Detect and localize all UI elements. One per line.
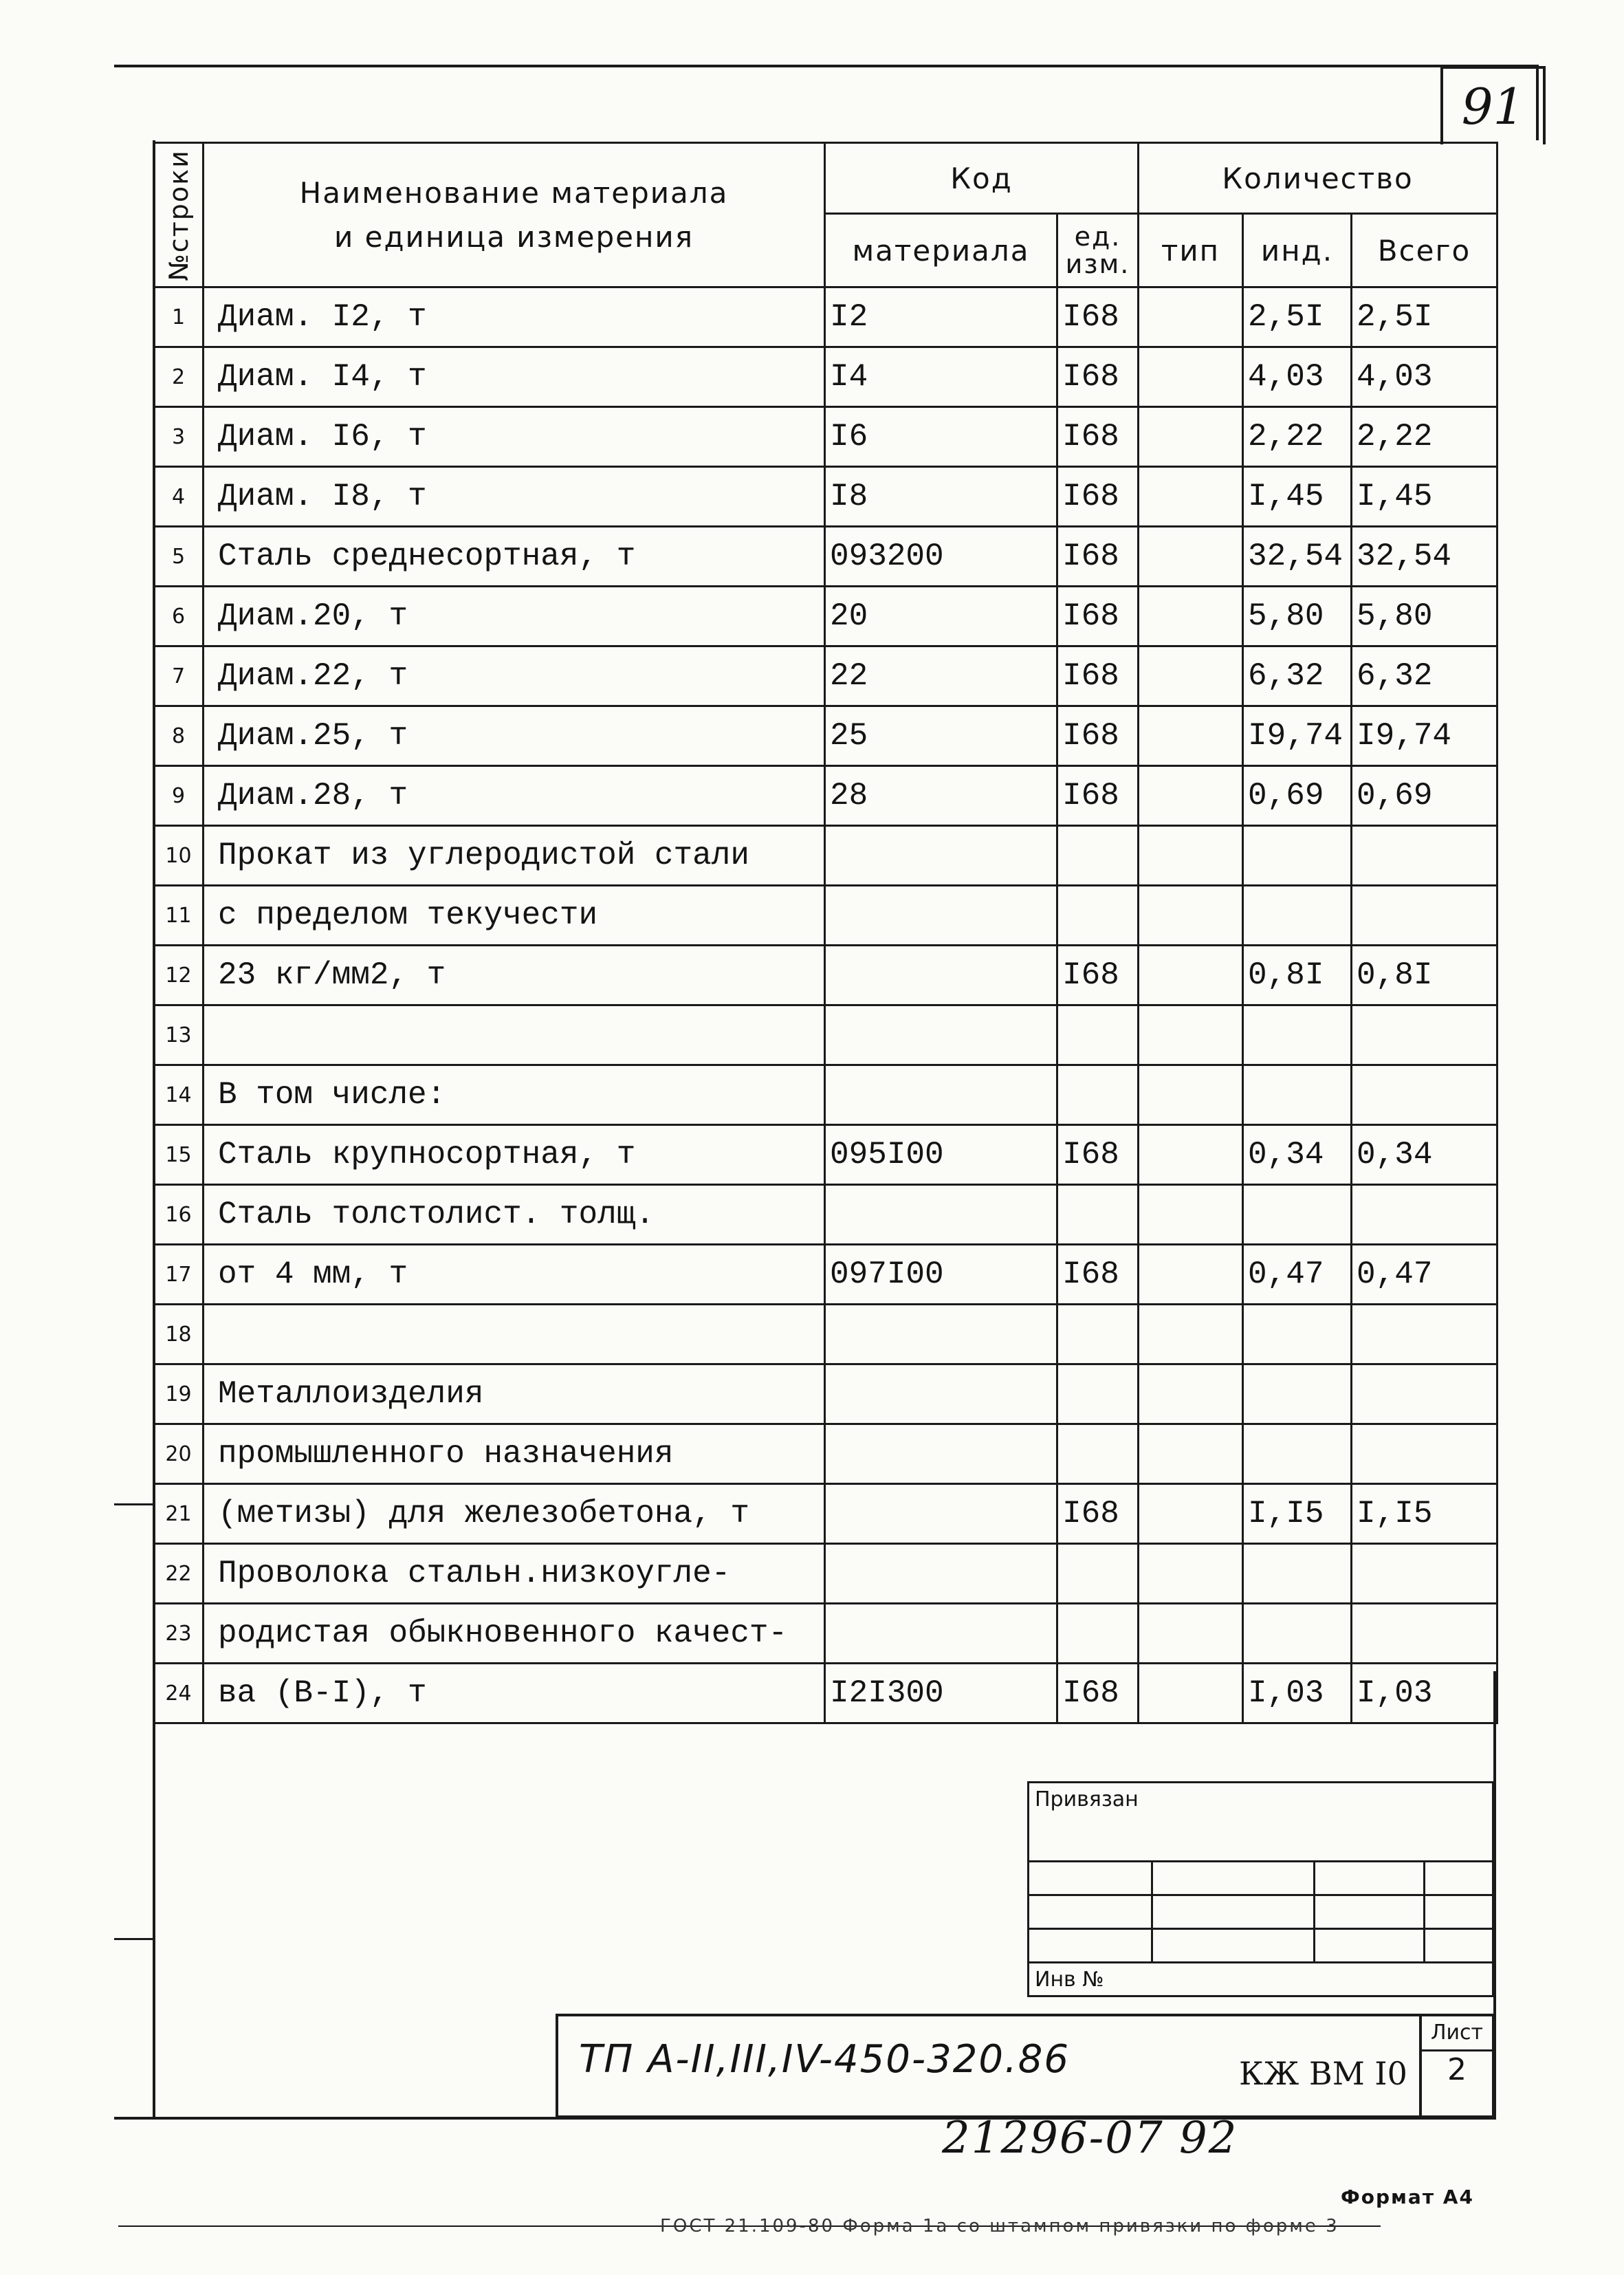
top-rule bbox=[114, 65, 1539, 67]
material-code: I4 bbox=[825, 347, 1057, 407]
table-row bbox=[154, 1424, 1497, 1484]
material-code bbox=[825, 1544, 1057, 1604]
qty-total bbox=[1352, 826, 1497, 886]
table-row bbox=[154, 1245, 1497, 1305]
stamp-cell bbox=[1152, 1862, 1315, 1895]
qty-total bbox=[1352, 1364, 1497, 1424]
material-name: Диам.28, т bbox=[204, 766, 825, 826]
material-name: Проволока стальн.низкоугле- bbox=[204, 1544, 825, 1604]
qty-ind bbox=[1243, 886, 1352, 946]
stamp-cell bbox=[1152, 1895, 1315, 1929]
material-name: В том числе: bbox=[204, 1065, 825, 1125]
stamp-cell bbox=[1029, 1895, 1152, 1929]
stamp-cell bbox=[1315, 1929, 1425, 1963]
header-quantity: Количество bbox=[1139, 143, 1497, 214]
table-row bbox=[154, 1364, 1497, 1424]
unit-code: I68 bbox=[1057, 527, 1139, 587]
unit-code: I68 bbox=[1057, 1664, 1139, 1723]
header-name bbox=[204, 143, 825, 287]
stamp-cell bbox=[1425, 1929, 1493, 1963]
row-number: 1 bbox=[154, 287, 204, 347]
unit-code: I68 bbox=[1057, 1125, 1139, 1185]
row-number: 21 bbox=[154, 1484, 204, 1544]
row-number: 20 bbox=[154, 1424, 204, 1484]
row-number: 5 bbox=[154, 527, 204, 587]
qty-ind bbox=[1243, 826, 1352, 886]
row-number: 17 bbox=[154, 1245, 204, 1305]
format-label: Формат А4 bbox=[1341, 2186, 1474, 2208]
qty-ind: I9,74 bbox=[1243, 706, 1352, 766]
margin-tick-1 bbox=[114, 1503, 154, 1505]
material-code: 25 bbox=[825, 706, 1057, 766]
table-row bbox=[154, 287, 1497, 347]
sheet-box bbox=[1419, 2016, 1492, 2115]
header-name-line1: Наименование материала bbox=[299, 175, 729, 210]
qty-type bbox=[1139, 706, 1243, 766]
material-code bbox=[825, 826, 1057, 886]
unit-code: I68 bbox=[1057, 706, 1139, 766]
row-number: 23 bbox=[154, 1604, 204, 1664]
qty-ind: 5,80 bbox=[1243, 587, 1352, 646]
qty-ind: I,45 bbox=[1243, 467, 1352, 527]
table-row bbox=[154, 946, 1497, 1005]
qty-type bbox=[1139, 1185, 1243, 1245]
qty-type bbox=[1139, 766, 1243, 826]
qty-type bbox=[1139, 1484, 1243, 1544]
qty-type bbox=[1139, 407, 1243, 467]
qty-total bbox=[1352, 1005, 1497, 1065]
qty-ind bbox=[1243, 1185, 1352, 1245]
row-number: 10 bbox=[154, 826, 204, 886]
unit-code bbox=[1057, 886, 1139, 946]
row-number: 16 bbox=[154, 1185, 204, 1245]
material-name bbox=[204, 1305, 825, 1364]
material-name: Диам.22, т bbox=[204, 646, 825, 706]
qty-total bbox=[1352, 1424, 1497, 1484]
row-number: 9 bbox=[154, 766, 204, 826]
table-row bbox=[154, 826, 1497, 886]
row-number: 2 bbox=[154, 347, 204, 407]
footer-note: ГОСТ 21.109-80 Форма 1а со штампом привязки по форме 3 bbox=[660, 2216, 1339, 2236]
unit-code: I68 bbox=[1057, 467, 1139, 527]
table-row bbox=[154, 646, 1497, 706]
qty-type bbox=[1139, 287, 1243, 347]
document-mark: КЖ ВМ I0 bbox=[1239, 2055, 1407, 2092]
unit-code bbox=[1057, 1065, 1139, 1125]
table-row bbox=[154, 1604, 1497, 1664]
material-code: 093200 bbox=[825, 527, 1057, 587]
material-name: Диам. I6, т bbox=[204, 407, 825, 467]
qty-ind: 2,22 bbox=[1243, 407, 1352, 467]
stamp-cell bbox=[1315, 1895, 1425, 1929]
unit-code bbox=[1057, 1005, 1139, 1065]
qty-type bbox=[1139, 1664, 1243, 1723]
qty-type bbox=[1139, 1305, 1243, 1364]
material-name: Сталь толстолист. толщ. bbox=[204, 1185, 825, 1245]
inventory-number: 21296-07 92 bbox=[942, 2113, 1238, 2164]
material-code: I6 bbox=[825, 407, 1057, 467]
unit-code: I68 bbox=[1057, 646, 1139, 706]
unit-code: I68 bbox=[1057, 766, 1139, 826]
material-name: Сталь крупносортная, т bbox=[204, 1125, 825, 1185]
table-row bbox=[154, 1484, 1497, 1544]
material-code: 20 bbox=[825, 587, 1057, 646]
material-code bbox=[825, 1604, 1057, 1664]
qty-type bbox=[1139, 1005, 1243, 1065]
qty-type bbox=[1139, 467, 1243, 527]
qty-total: 2,5I bbox=[1352, 287, 1497, 347]
unit-code: I68 bbox=[1057, 1484, 1139, 1544]
table-row bbox=[154, 587, 1497, 646]
material-name: Диам. I4, т bbox=[204, 347, 825, 407]
qty-ind bbox=[1243, 1005, 1352, 1065]
unit-code: I68 bbox=[1057, 587, 1139, 646]
stamp-cell bbox=[1029, 1862, 1152, 1895]
qty-type bbox=[1139, 1424, 1243, 1484]
document-code: ТП А-II,III,IV-450-320.86 bbox=[579, 2037, 1071, 2082]
material-code bbox=[825, 1185, 1057, 1245]
stamp-cell bbox=[1029, 1929, 1152, 1963]
qty-ind bbox=[1243, 1065, 1352, 1125]
qty-total: I9,74 bbox=[1352, 706, 1497, 766]
header-code: Код bbox=[825, 143, 1139, 214]
row-number: 12 bbox=[154, 946, 204, 1005]
qty-type bbox=[1139, 646, 1243, 706]
header-code-unit: ед. изм. bbox=[1057, 214, 1139, 287]
header-qty-type: тип bbox=[1139, 214, 1243, 287]
material-code bbox=[825, 1005, 1057, 1065]
table-row bbox=[154, 1125, 1497, 1185]
material-name: Прокат из углеродистой стали bbox=[204, 826, 825, 886]
qty-ind: 32,54 bbox=[1243, 527, 1352, 587]
qty-ind bbox=[1243, 1604, 1352, 1664]
page-number: 91 bbox=[1440, 66, 1546, 144]
qty-total: 0,34 bbox=[1352, 1125, 1497, 1185]
table-row bbox=[154, 407, 1497, 467]
material-code bbox=[825, 1424, 1057, 1484]
qty-total: 32,54 bbox=[1352, 527, 1497, 587]
qty-ind: 0,8I bbox=[1243, 946, 1352, 1005]
table-row bbox=[154, 1664, 1497, 1723]
qty-type bbox=[1139, 1604, 1243, 1664]
header-row-number: №строки bbox=[154, 143, 204, 287]
qty-total bbox=[1352, 886, 1497, 946]
stamp-cell bbox=[1152, 1929, 1315, 1963]
material-code: 28 bbox=[825, 766, 1057, 826]
qty-ind bbox=[1243, 1364, 1352, 1424]
material-name bbox=[204, 1005, 825, 1065]
qty-total: 5,80 bbox=[1352, 587, 1497, 646]
qty-total bbox=[1352, 1305, 1497, 1364]
material-name: Диам. I2, т bbox=[204, 287, 825, 347]
qty-type bbox=[1139, 527, 1243, 587]
qty-total: 6,32 bbox=[1352, 646, 1497, 706]
qty-total: I,I5 bbox=[1352, 1484, 1497, 1544]
qty-ind bbox=[1243, 1424, 1352, 1484]
material-code: 097I00 bbox=[825, 1245, 1057, 1305]
qty-total bbox=[1352, 1065, 1497, 1125]
qty-type bbox=[1139, 1364, 1243, 1424]
row-number: 6 bbox=[154, 587, 204, 646]
qty-type bbox=[1139, 886, 1243, 946]
table-row bbox=[154, 706, 1497, 766]
table-row bbox=[154, 886, 1497, 946]
row-number: 11 bbox=[154, 886, 204, 946]
qty-type bbox=[1139, 1125, 1243, 1185]
qty-type bbox=[1139, 587, 1243, 646]
material-code bbox=[825, 1305, 1057, 1364]
material-name: Диам.20, т bbox=[204, 587, 825, 646]
materials-table bbox=[153, 142, 1498, 1724]
unit-code: I68 bbox=[1057, 1245, 1139, 1305]
row-number: 7 bbox=[154, 646, 204, 706]
qty-ind: I,03 bbox=[1243, 1664, 1352, 1723]
qty-ind bbox=[1243, 1544, 1352, 1604]
unit-code bbox=[1057, 1424, 1139, 1484]
material-code bbox=[825, 1065, 1057, 1125]
header-code-material: материала bbox=[825, 214, 1057, 287]
qty-type bbox=[1139, 1245, 1243, 1305]
row-number: 14 bbox=[154, 1065, 204, 1125]
material-code bbox=[825, 1484, 1057, 1544]
qty-total: 0,8I bbox=[1352, 946, 1497, 1005]
table-row bbox=[154, 1005, 1497, 1065]
material-name: ва (В-I), т bbox=[204, 1664, 825, 1723]
material-code bbox=[825, 946, 1057, 1005]
material-code: 095I00 bbox=[825, 1125, 1057, 1185]
binding-stamp bbox=[1027, 1781, 1494, 1997]
material-code: I2 bbox=[825, 287, 1057, 347]
unit-code bbox=[1057, 1604, 1139, 1664]
qty-ind: 0,34 bbox=[1243, 1125, 1352, 1185]
material-name: Диам. I8, т bbox=[204, 467, 825, 527]
material-name: промышленного назначения bbox=[204, 1424, 825, 1484]
qty-ind: 0,69 bbox=[1243, 766, 1352, 826]
sheet-label: Лист bbox=[1422, 2016, 1492, 2051]
qty-total: 4,03 bbox=[1352, 347, 1497, 407]
unit-code bbox=[1057, 1305, 1139, 1364]
title-block bbox=[556, 2014, 1495, 2118]
table-row bbox=[154, 1185, 1497, 1245]
material-name: родистая обыкновенного качест- bbox=[204, 1604, 825, 1664]
qty-total bbox=[1352, 1604, 1497, 1664]
bound-label: Привязан bbox=[1029, 1783, 1493, 1862]
inv-label: Инв № bbox=[1029, 1963, 1493, 1996]
row-number: 15 bbox=[154, 1125, 204, 1185]
material-code: 22 bbox=[825, 646, 1057, 706]
stamp-cell bbox=[1425, 1895, 1493, 1929]
table-row bbox=[154, 467, 1497, 527]
qty-type bbox=[1139, 1544, 1243, 1604]
qty-total bbox=[1352, 1544, 1497, 1604]
unit-code bbox=[1057, 1544, 1139, 1604]
material-name: Сталь среднесортная, т bbox=[204, 527, 825, 587]
qty-total bbox=[1352, 1185, 1497, 1245]
table-row bbox=[154, 527, 1497, 587]
table-row bbox=[154, 1065, 1497, 1125]
header-name-line2: и единица измерения bbox=[334, 219, 694, 254]
row-number: 8 bbox=[154, 706, 204, 766]
qty-total: 2,22 bbox=[1352, 407, 1497, 467]
qty-total: I,45 bbox=[1352, 467, 1497, 527]
qty-total: 0,47 bbox=[1352, 1245, 1497, 1305]
unit-code: I68 bbox=[1057, 347, 1139, 407]
material-code: I2I300 bbox=[825, 1664, 1057, 1723]
row-number: 13 bbox=[154, 1005, 204, 1065]
header-qty-ind: инд. bbox=[1243, 214, 1352, 287]
qty-total: I,03 bbox=[1352, 1664, 1497, 1723]
material-name: (метизы) для железобетона, т bbox=[204, 1484, 825, 1544]
material-name: с пределом текучести bbox=[204, 886, 825, 946]
qty-ind: 4,03 bbox=[1243, 347, 1352, 407]
row-number: 3 bbox=[154, 407, 204, 467]
stamp-cell bbox=[1425, 1862, 1493, 1895]
table-row bbox=[154, 1544, 1497, 1604]
row-number: 18 bbox=[154, 1305, 204, 1364]
qty-type bbox=[1139, 1065, 1243, 1125]
qty-ind: 6,32 bbox=[1243, 646, 1352, 706]
margin-tick-2 bbox=[114, 1938, 154, 1940]
material-code bbox=[825, 886, 1057, 946]
unit-code bbox=[1057, 826, 1139, 886]
qty-type bbox=[1139, 826, 1243, 886]
qty-type bbox=[1139, 347, 1243, 407]
qty-ind bbox=[1243, 1305, 1352, 1364]
table-row bbox=[154, 1305, 1497, 1364]
material-name: Диам.25, т bbox=[204, 706, 825, 766]
qty-ind: I,I5 bbox=[1243, 1484, 1352, 1544]
unit-code bbox=[1057, 1185, 1139, 1245]
unit-code: I68 bbox=[1057, 287, 1139, 347]
unit-code: I68 bbox=[1057, 407, 1139, 467]
header-qty-total: Всего bbox=[1352, 214, 1497, 287]
unit-code bbox=[1057, 1364, 1139, 1424]
qty-type bbox=[1139, 946, 1243, 1005]
qty-ind: 0,47 bbox=[1243, 1245, 1352, 1305]
sheet-value: 2 bbox=[1447, 2052, 1467, 2087]
row-number: 4 bbox=[154, 467, 204, 527]
stamp-cell bbox=[1315, 1862, 1425, 1895]
material-name: Металлоизделия bbox=[204, 1364, 825, 1424]
table-row bbox=[154, 347, 1497, 407]
material-name: 23 кг/мм2, т bbox=[204, 946, 825, 1005]
qty-ind: 2,5I bbox=[1243, 287, 1352, 347]
row-number: 19 bbox=[154, 1364, 204, 1424]
qty-total: 0,69 bbox=[1352, 766, 1497, 826]
material-name: от 4 мм, т bbox=[204, 1245, 825, 1305]
table-row bbox=[154, 766, 1497, 826]
row-number: 22 bbox=[154, 1544, 204, 1604]
material-code bbox=[825, 1364, 1057, 1424]
material-code: I8 bbox=[825, 467, 1057, 527]
row-number: 24 bbox=[154, 1664, 204, 1723]
unit-code: I68 bbox=[1057, 946, 1139, 1005]
